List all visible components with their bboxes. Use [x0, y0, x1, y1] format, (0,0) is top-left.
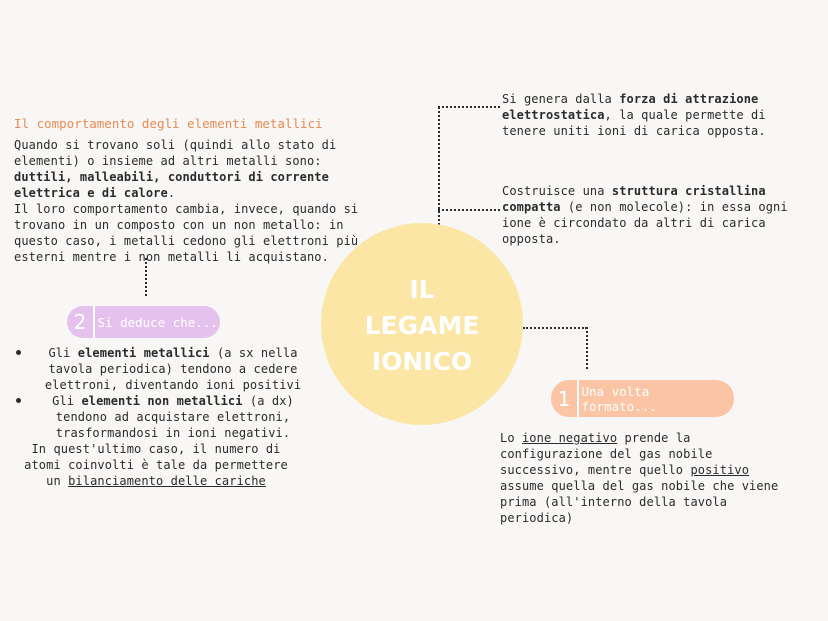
- left-text-1a: Quando si trovano soli (quindi allo stato di elementi) o insieme ad altri metalli sono:: [14, 138, 337, 168]
- right-mid-text-b: struttura cristallina compatta: [502, 184, 766, 214]
- connector-right-top-horizontal: [438, 106, 500, 108]
- tail-underlined-text: bilanciamento delle cariche: [68, 474, 266, 488]
- connector-right-mid-horizontal: [438, 209, 500, 211]
- list-item: [16, 393, 316, 441]
- right-top-text-c: , la quale permette di tenere uniti ioni di carica opposta.: [502, 108, 766, 138]
- bullet-icon: [16, 398, 21, 403]
- bullet-2-text-c: (a dx) tendono ad acquistare elettroni, trasformandosi in ioni negativi.: [55, 394, 294, 440]
- list-item: [16, 345, 316, 393]
- right-top-note: [502, 91, 802, 139]
- right-bottom-text-c: assume quella del gas nobile che viene prima (all'interno della tavola periodica): [500, 479, 779, 525]
- left-text-1c: .: [167, 186, 176, 200]
- right-mid-text-a: Costruisce una: [502, 184, 612, 198]
- connector-bottom-vertical: [586, 327, 588, 369]
- bullet-1-text-c: (a sx nella tavola periodica) tendono a cedere elettroni, diventando ioni positivi: [44, 346, 302, 392]
- left-text-2: Il loro comportamento cambia, invece, quando si trovano in un composto con un non metallo: in questo caso, i metalli cedono gli elettroni più esterni mentre i non metalli li acquistano.: [14, 202, 359, 264]
- right-mid-text-c: (e non molecole): in essa ogni ione è circondato da altri di carica opposta.: [502, 200, 788, 246]
- bullet-1-text-a: Gli: [48, 346, 78, 360]
- tail-text: In quest'ultimo caso, il numero di atomi coinvolti è tale da permettere un: [24, 442, 288, 488]
- right-top-text-a: Si genera dalla: [502, 92, 620, 106]
- step-2-pill: [67, 306, 220, 338]
- right-bottom-text-b: prende la configurazione del gas nobile successivo, mentre quello: [500, 431, 713, 477]
- left-section-body: [14, 137, 384, 265]
- pill-divider: [577, 380, 579, 417]
- bullet-1-text-b: elementi metallici: [77, 346, 210, 360]
- connector-right-main-vertical: [438, 107, 440, 233]
- bullet-icon: [16, 350, 21, 355]
- step-1-number: 1: [557, 386, 571, 411]
- list-tail: [16, 441, 316, 489]
- step-2-number: 2: [73, 310, 87, 334]
- step-1-label: Una volta formato...: [581, 383, 657, 414]
- right-top-text-b: forza di attrazione elettrostatica: [502, 92, 759, 122]
- step-1-pill: [551, 380, 734, 417]
- pill-divider: [93, 306, 95, 338]
- right-bottom-text-a: Lo: [500, 431, 522, 445]
- right-bottom-note: [500, 430, 800, 526]
- left-section-title: Il comportamento degli elementi metallici: [14, 116, 323, 131]
- connector-bottom-horizontal: [523, 327, 587, 329]
- step-2-label: Si deduce che...: [97, 314, 218, 330]
- right-bottom-underlined-1: ione negativo: [521, 431, 618, 445]
- center-node-title: IL LEGAME IONICO: [364, 275, 480, 376]
- right-mid-note: [502, 183, 802, 247]
- bullet-2-text-b: elementi non metallici: [81, 394, 243, 408]
- deductions-list: [16, 345, 316, 489]
- bullet-2-text-a: Gli: [52, 394, 82, 408]
- right-bottom-underlined-2: positivo: [690, 463, 750, 477]
- left-text-1b: duttili, malleabili, conduttori di corrente elettrica e di calore: [14, 170, 329, 200]
